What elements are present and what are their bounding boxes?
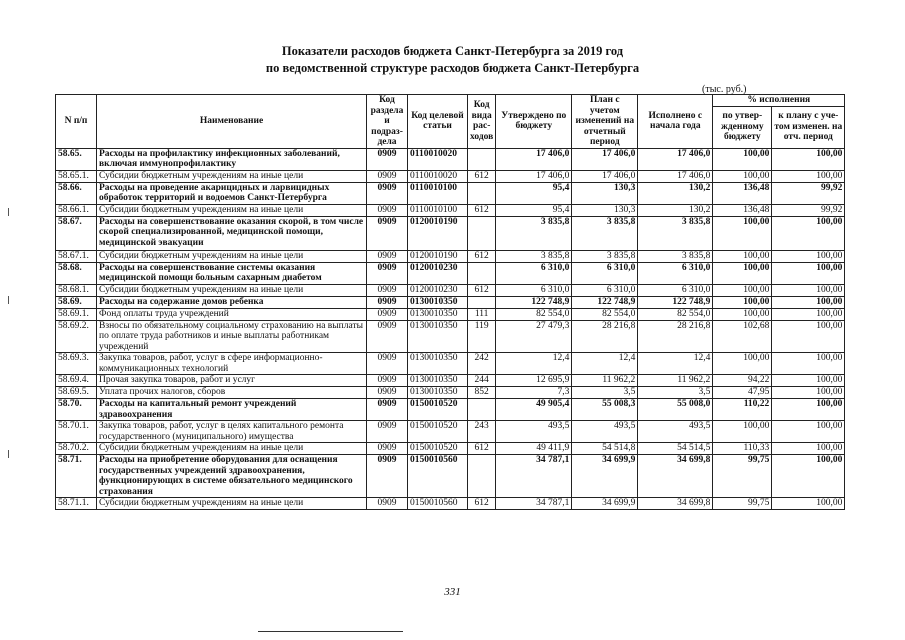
cell-pct-utv: 100,00 — [713, 421, 772, 443]
cell-pct-plan: 100,00 — [772, 399, 845, 421]
cell-utv: 12 695,9 — [496, 375, 572, 387]
cell-pct-utv: 102,68 — [713, 320, 772, 353]
cell-statya: 0150010520 — [408, 399, 468, 421]
cell-utv: 3 835,8 — [496, 216, 572, 250]
cell-isp: 3 835,8 — [638, 216, 713, 250]
cell-num: 58.70.1. — [56, 421, 97, 443]
cell-utv: 493,5 — [496, 421, 572, 443]
table-row — [56, 455, 845, 498]
table-row — [56, 148, 845, 170]
cell-pct-utv: 100,00 — [713, 262, 772, 284]
cell-pct-utv: 100,00 — [713, 353, 772, 375]
cell-plan: 54 514,8 — [572, 443, 638, 455]
cell-plan: 6 310,0 — [572, 262, 638, 284]
cell-utv: 12,4 — [496, 353, 572, 375]
cell-vid — [468, 216, 496, 250]
cell-vid: 243 — [468, 421, 496, 443]
cell-plan: 17 406,0 — [572, 148, 638, 170]
header-pct-plan: к плану с уче-том изменен. на отч. период — [772, 106, 845, 148]
cell-razdel: 0909 — [367, 399, 408, 421]
cell-utv: 3 835,8 — [496, 250, 572, 262]
cell-name: Расходы на капитальный ремонт учреждений здравоохранения — [97, 399, 367, 421]
cell-statya: 0150010520 — [408, 443, 468, 455]
cell-pct-utv: 94,22 — [713, 375, 772, 387]
cell-plan: 493,5 — [572, 421, 638, 443]
cell-pct-plan: 99,92 — [772, 204, 845, 216]
cell-vid: 612 — [468, 284, 496, 296]
cell-pct-utv: 110,33 — [713, 443, 772, 455]
cell-num: 58.69.3. — [56, 353, 97, 375]
header-utv: Утверждено по бюджету — [496, 95, 572, 149]
cell-isp: 34 699,8 — [638, 498, 713, 510]
cell-razdel: 0909 — [367, 262, 408, 284]
margin-tick — [8, 208, 9, 216]
table-row — [56, 498, 845, 510]
cell-name: Закупка товаров, работ, услуг в сфере информационно-коммуникационных технологий — [97, 353, 367, 375]
cell-utv: 49 411,9 — [496, 443, 572, 455]
cell-num: 58.71.1. — [56, 498, 97, 510]
cell-razdel: 0909 — [367, 204, 408, 216]
cell-pct-plan: 100,00 — [772, 375, 845, 387]
cell-pct-plan: 100,00 — [772, 216, 845, 250]
cell-pct-plan: 100,00 — [772, 353, 845, 375]
cell-utv: 17 406,0 — [496, 148, 572, 170]
cell-vid — [468, 148, 496, 170]
table-row — [56, 399, 845, 421]
cell-razdel: 0909 — [367, 421, 408, 443]
cell-pct-plan: 100,00 — [772, 387, 845, 399]
cell-vid — [468, 399, 496, 421]
cell-statya: 0110010100 — [408, 204, 468, 216]
cell-statya: 0130010350 — [408, 353, 468, 375]
cell-name: Взносы по обязательному социальному страхованию на выплаты по оплате труда работников и иные выплаты работникам учреждений — [97, 320, 367, 353]
cell-name: Расходы на совершенствование оказания скорой, в том числе скорой специализированной, медицинской помощи, медицинской эвакуации — [97, 216, 367, 250]
cell-name: Субсидии бюджетным учреждениям на иные цели — [97, 250, 367, 262]
cell-utv: 34 787,1 — [496, 455, 572, 498]
cell-razdel: 0909 — [367, 170, 408, 182]
cell-name: Субсидии бюджетным учреждениям на иные цели — [97, 170, 367, 182]
page-number: 331 — [444, 586, 461, 598]
cell-statya: 0130010350 — [408, 296, 468, 308]
table-row — [56, 296, 845, 308]
footer-rule — [258, 631, 403, 632]
cell-statya: 0150010520 — [408, 421, 468, 443]
cell-razdel: 0909 — [367, 308, 408, 320]
cell-vid: 852 — [468, 387, 496, 399]
cell-utv: 6 310,0 — [496, 262, 572, 284]
cell-num: 58.70. — [56, 399, 97, 421]
cell-num: 58.69.1. — [56, 308, 97, 320]
cell-statya: 0120010190 — [408, 216, 468, 250]
cell-utv: 122 748,9 — [496, 296, 572, 308]
cell-name: Субсидии бюджетным учреждениям на иные цели — [97, 498, 367, 510]
units-label: (тыс. руб.) — [702, 84, 747, 95]
cell-plan: 34 699,9 — [572, 455, 638, 498]
header-vid: Код вида рас-ходов — [468, 95, 496, 149]
cell-num: 58.71. — [56, 455, 97, 498]
cell-pct-plan: 100,00 — [772, 284, 845, 296]
header-plan: План с учетом изменений на отчетный период — [572, 95, 638, 149]
cell-isp: 3,5 — [638, 387, 713, 399]
cell-isp: 34 699,8 — [638, 455, 713, 498]
cell-pct-plan: 100,00 — [772, 308, 845, 320]
cell-razdel: 0909 — [367, 443, 408, 455]
cell-isp: 54 514,5 — [638, 443, 713, 455]
cell-pct-plan: 100,00 — [772, 443, 845, 455]
margin-tick — [8, 296, 9, 304]
cell-num: 58.70.2. — [56, 443, 97, 455]
cell-pct-plan: 100,00 — [772, 296, 845, 308]
cell-num: 58.69.4. — [56, 375, 97, 387]
cell-isp: 82 554,0 — [638, 308, 713, 320]
cell-plan: 6 310,0 — [572, 284, 638, 296]
cell-num: 58.68. — [56, 262, 97, 284]
cell-vid — [468, 262, 496, 284]
cell-plan: 28 216,8 — [572, 320, 638, 353]
header-statya: Код целевой статьи — [408, 95, 468, 149]
cell-utv: 95,4 — [496, 204, 572, 216]
cell-statya: 0130010350 — [408, 375, 468, 387]
cell-name: Расходы на профилактику инфекционных заболеваний, включая иммунопрофилактику — [97, 148, 367, 170]
cell-name: Расходы на проведение акарицидных и ларвицидных обработок территорий и водоемов Санкт-Петербурга — [97, 182, 367, 204]
cell-pct-utv: 47,95 — [713, 387, 772, 399]
page-title: Показатели расходов бюджета Санкт-Петербурга за 2019 год — [281, 44, 624, 58]
cell-pct-plan: 100,00 — [772, 250, 845, 262]
cell-vid: 111 — [468, 308, 496, 320]
cell-pct-utv: 136,48 — [713, 182, 772, 204]
cell-name: Прочая закупка товаров, работ и услуг — [97, 375, 367, 387]
cell-plan: 130,3 — [572, 204, 638, 216]
cell-vid: 612 — [468, 250, 496, 262]
cell-pct-utv: 136,48 — [713, 204, 772, 216]
cell-vid — [468, 455, 496, 498]
cell-statya: 0110010020 — [408, 170, 468, 182]
cell-pct-utv: 99,75 — [713, 455, 772, 498]
cell-utv: 49 905,4 — [496, 399, 572, 421]
page-subtitle: по ведомственной структуре расходов бюджета Санкт-Петербурга — [265, 61, 640, 75]
cell-razdel: 0909 — [367, 320, 408, 353]
cell-name: Фонд оплаты труда учреждений — [97, 308, 367, 320]
table-row — [56, 375, 845, 387]
cell-utv: 34 787,1 — [496, 498, 572, 510]
cell-pct-plan: 100,00 — [772, 262, 845, 284]
header-pct-utv: по утвер-жденному бюджету — [713, 106, 772, 148]
table-row — [56, 284, 845, 296]
cell-razdel: 0909 — [367, 375, 408, 387]
cell-pct-utv: 100,00 — [713, 216, 772, 250]
table-row — [56, 216, 845, 250]
cell-num: 58.67. — [56, 216, 97, 250]
cell-pct-plan: 100,00 — [772, 320, 845, 353]
budget-table — [55, 94, 845, 510]
cell-num: 58.65. — [56, 148, 97, 170]
cell-razdel: 0909 — [367, 455, 408, 498]
table-row — [56, 353, 845, 375]
margin-tick — [8, 450, 9, 458]
cell-razdel: 0909 — [367, 182, 408, 204]
table-row — [56, 182, 845, 204]
cell-isp: 130,2 — [638, 204, 713, 216]
cell-pct-utv: 100,00 — [713, 250, 772, 262]
cell-name: Субсидии бюджетным учреждениям на иные цели — [97, 204, 367, 216]
cell-plan: 3 835,8 — [572, 216, 638, 250]
cell-vid: 119 — [468, 320, 496, 353]
cell-isp: 28 216,8 — [638, 320, 713, 353]
cell-plan: 122 748,9 — [572, 296, 638, 308]
cell-pct-utv: 100,00 — [713, 284, 772, 296]
cell-plan: 55 008,3 — [572, 399, 638, 421]
cell-statya: 0110010020 — [408, 148, 468, 170]
table-row — [56, 443, 845, 455]
table-row — [56, 250, 845, 262]
cell-isp: 12,4 — [638, 353, 713, 375]
cell-plan: 130,3 — [572, 182, 638, 204]
cell-name: Закупка товаров, работ, услуг в целях капитального ремонта государственного (муниципального) имущества — [97, 421, 367, 443]
cell-isp: 17 406,0 — [638, 148, 713, 170]
cell-razdel: 0909 — [367, 216, 408, 250]
table-row — [56, 204, 845, 216]
cell-razdel: 0909 — [367, 387, 408, 399]
cell-pct-plan: 100,00 — [772, 421, 845, 443]
cell-pct-utv: 100,00 — [713, 170, 772, 182]
cell-razdel: 0909 — [367, 148, 408, 170]
cell-name: Расходы на совершенствование системы оказания медицинской помощи больным сахарным диабетом — [97, 262, 367, 284]
cell-pct-utv: 100,00 — [713, 308, 772, 320]
cell-vid — [468, 296, 496, 308]
cell-isp: 122 748,9 — [638, 296, 713, 308]
cell-statya: 0110010100 — [408, 182, 468, 204]
cell-pct-plan: 99,92 — [772, 182, 845, 204]
cell-vid: 242 — [468, 353, 496, 375]
cell-isp: 11 962,2 — [638, 375, 713, 387]
cell-statya: 0150010560 — [408, 498, 468, 510]
header-num: N п/п — [56, 95, 97, 149]
cell-plan: 17 406,0 — [572, 170, 638, 182]
cell-statya: 0130010350 — [408, 308, 468, 320]
header-isp: Исполнено с начала года — [638, 95, 713, 149]
table-row — [56, 262, 845, 284]
cell-statya: 0120010230 — [408, 262, 468, 284]
cell-num: 58.68.1. — [56, 284, 97, 296]
header-razdel: Код раздела и подраз-дела — [367, 95, 408, 149]
table-row — [56, 170, 845, 182]
table-row — [56, 421, 845, 443]
cell-plan: 82 554,0 — [572, 308, 638, 320]
cell-pct-utv: 100,00 — [713, 296, 772, 308]
cell-isp: 493,5 — [638, 421, 713, 443]
cell-pct-plan: 100,00 — [772, 498, 845, 510]
cell-razdel: 0909 — [367, 498, 408, 510]
table-row — [56, 387, 845, 399]
cell-isp: 6 310,0 — [638, 262, 713, 284]
cell-name: Субсидии бюджетным учреждениям на иные цели — [97, 443, 367, 455]
cell-utv: 27 479,3 — [496, 320, 572, 353]
cell-num: 58.66. — [56, 182, 97, 204]
cell-name: Расходы на содержание домов ребенка — [97, 296, 367, 308]
cell-utv: 95,4 — [496, 182, 572, 204]
cell-statya: 0130010350 — [408, 387, 468, 399]
cell-plan: 12,4 — [572, 353, 638, 375]
cell-vid: 244 — [468, 375, 496, 387]
cell-num: 58.66.1. — [56, 204, 97, 216]
cell-isp: 3 835,8 — [638, 250, 713, 262]
cell-num: 58.69. — [56, 296, 97, 308]
cell-pct-utv: 99,75 — [713, 498, 772, 510]
cell-vid: 612 — [468, 498, 496, 510]
cell-plan: 34 699,9 — [572, 498, 638, 510]
cell-pct-plan: 100,00 — [772, 455, 845, 498]
cell-razdel: 0909 — [367, 296, 408, 308]
table-row — [56, 320, 845, 353]
cell-statya: 0120010230 — [408, 284, 468, 296]
cell-plan: 3,5 — [572, 387, 638, 399]
cell-utv: 17 406,0 — [496, 170, 572, 182]
cell-num: 58.69.2. — [56, 320, 97, 353]
header-pct: % исполнения — [713, 95, 845, 107]
cell-vid: 612 — [468, 204, 496, 216]
cell-vid: 612 — [468, 443, 496, 455]
cell-utv: 7,3 — [496, 387, 572, 399]
cell-name: Уплата прочих налогов, сборов — [97, 387, 367, 399]
cell-pct-utv: 100,00 — [713, 148, 772, 170]
cell-name: Расходы на приобретение оборудования для оснащения государственных учреждений здравоохранения, функционирующих в системе обязательного медицинского страхования — [97, 455, 367, 498]
table-row — [56, 308, 845, 320]
cell-isp: 6 310,0 — [638, 284, 713, 296]
cell-num: 58.67.1. — [56, 250, 97, 262]
cell-vid — [468, 182, 496, 204]
cell-pct-plan: 100,00 — [772, 148, 845, 170]
cell-vid: 612 — [468, 170, 496, 182]
cell-razdel: 0909 — [367, 250, 408, 262]
cell-plan: 11 962,2 — [572, 375, 638, 387]
cell-pct-utv: 110,22 — [713, 399, 772, 421]
cell-isp: 55 008,0 — [638, 399, 713, 421]
cell-utv: 6 310,0 — [496, 284, 572, 296]
cell-razdel: 0909 — [367, 284, 408, 296]
cell-statya: 0150010560 — [408, 455, 468, 498]
cell-razdel: 0909 — [367, 353, 408, 375]
cell-isp: 130,2 — [638, 182, 713, 204]
cell-statya: 0120010190 — [408, 250, 468, 262]
cell-pct-plan: 100,00 — [772, 170, 845, 182]
cell-isp: 17 406,0 — [638, 170, 713, 182]
cell-statya: 0130010350 — [408, 320, 468, 353]
cell-plan: 3 835,8 — [572, 250, 638, 262]
header-name: Наименование — [97, 95, 367, 149]
cell-utv: 82 554,0 — [496, 308, 572, 320]
cell-num: 58.69.5. — [56, 387, 97, 399]
table-body — [56, 148, 845, 510]
cell-num: 58.65.1. — [56, 170, 97, 182]
cell-name: Субсидии бюджетным учреждениям на иные цели — [97, 284, 367, 296]
